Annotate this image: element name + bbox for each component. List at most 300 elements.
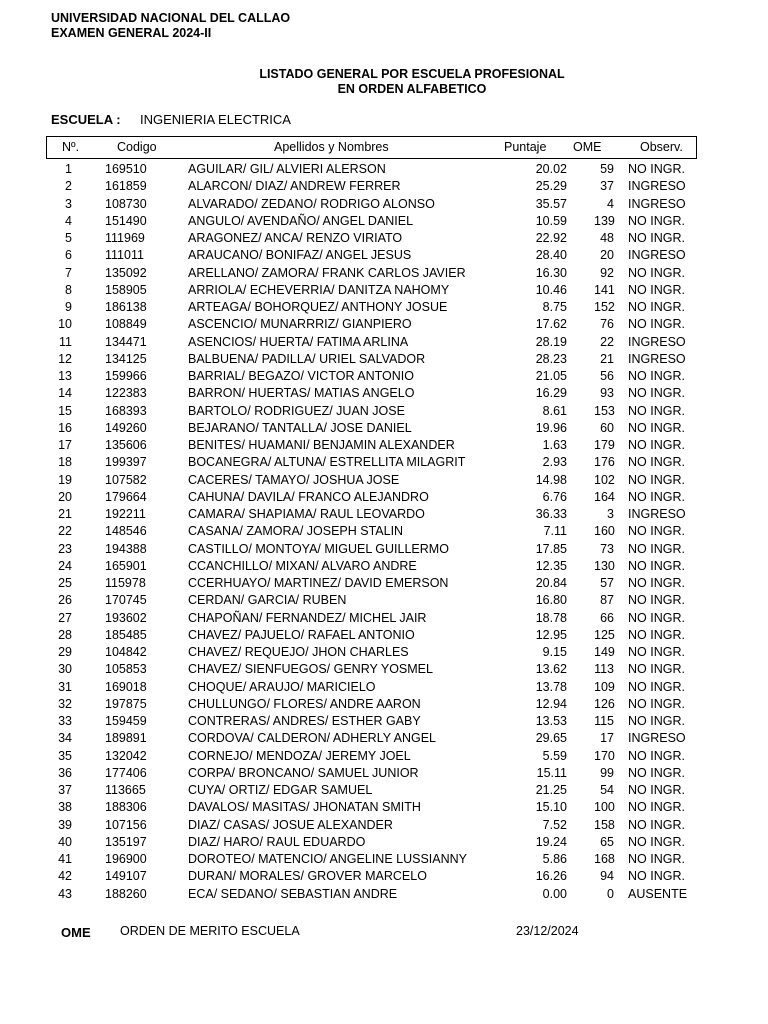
row-number: 33 [58,714,72,728]
row-puntaje: 35.57 [535,196,567,211]
row-puntaje: 28.19 [535,334,567,349]
row-number: 4 [65,213,72,228]
row-codigo: 158905 [105,282,147,297]
row-nombres: AGUILAR/ GIL/ ALVIERI ALERSON [188,162,386,176]
row-codigo: 193602 [105,610,147,625]
row-nombres: CHAVEZ/ PAJUELO/ RAFAEL ANTONIO [188,627,415,642]
row-ome: 99 [600,765,614,780]
row-nombres: CCERHUAYO/ MARTINEZ/ DAVID EMERSON [188,576,449,590]
row-observ: NO INGR. [628,834,685,849]
row-observ: NO INGR. [628,627,685,642]
row-ome: 87 [600,593,614,608]
row-observ: NO INGR. [628,817,685,832]
row-puntaje: 14.98 [535,472,567,487]
row-number: 31 [58,679,72,694]
row-codigo: 189891 [105,731,147,746]
row-codigo: 108730 [105,196,147,211]
row-number: 36 [58,765,72,780]
row-puntaje: 16.80 [535,593,567,608]
row-observ: NO INGR. [628,558,685,573]
row-number: 35 [58,748,72,763]
row-ome: 179 [594,438,615,452]
row-observ: NO INGR. [628,869,685,884]
row-ome: 94 [600,869,614,884]
col-nombres-header: Apellidos y Nombres [274,140,389,154]
footer-date: 23/12/2024 [516,924,579,938]
row-nombres: CHOQUE/ ARAUJO/ MARICIELO [188,679,376,694]
page-subtitle: EN ORDEN ALFABETICO [337,82,487,96]
row-ome: 109 [594,679,615,694]
table-row [0,730,768,747]
row-nombres: ASENCIOS/ HUERTA/ FATIMA ARLINA [188,334,409,349]
table-row [0,196,768,213]
row-ome: 139 [594,213,615,228]
row-nombres: BARRIAL/ BEGAZO/ VICTOR ANTONIO [188,369,414,383]
row-nombres: CACERES/ TAMAYO/ JOSHUA JOSE [188,472,400,487]
row-number: 39 [58,817,72,832]
row-codigo: 161859 [105,179,147,194]
row-observ: AUSENTE [628,886,688,901]
row-observ: NO INGR. [628,593,685,608]
row-puntaje: 7.52 [542,817,567,832]
row-observ: NO INGR. [628,610,685,625]
row-ome: 115 [594,714,614,728]
table-row [0,178,768,195]
row-puntaje: 15.10 [535,800,567,815]
row-ome: 125 [594,627,615,642]
row-observ: NO INGR. [628,748,685,763]
row-number: 5 [65,231,72,245]
row-number: 15 [58,403,72,418]
row-ome: 149 [594,645,615,659]
table-row [0,385,768,402]
row-puntaje: 13.53 [535,714,567,728]
row-puntaje: 6.76 [542,489,567,504]
table-row [0,575,768,592]
row-nombres: CHULLUNGO/ FLORES/ ANDRE AARON [188,696,421,711]
row-puntaje: 16.26 [535,869,567,884]
row-puntaje: 7.11 [543,524,567,539]
row-number: 12 [58,351,72,366]
row-observ: NO INGR. [628,489,685,504]
table-row [0,558,768,575]
row-observ: NO INGR. [628,524,685,539]
row-codigo: 104842 [105,645,147,659]
row-observ: NO INGR. [628,300,685,314]
row-nombres: CONTRERAS/ ANDRES/ ESTHER GABY [188,714,421,728]
row-ome: 158 [594,817,615,832]
table-row [0,351,768,368]
row-codigo: 122383 [105,386,147,401]
row-codigo: 115978 [105,576,146,590]
row-ome: 152 [594,300,615,314]
row-observ: NO INGR. [628,265,685,280]
table-row [0,817,768,834]
table-row [0,265,768,282]
row-ome: 170 [594,748,615,763]
row-nombres: BALBUENA/ PADILLA/ URIEL SALVADOR [188,351,426,366]
row-codigo: 107156 [105,817,147,832]
row-codigo: 113665 [105,783,146,797]
table-row [0,316,768,333]
row-observ: INGRESO [628,179,686,194]
col-codigo-header: Codigo [117,140,157,154]
row-puntaje: 10.59 [535,213,567,228]
table-row [0,886,768,903]
row-puntaje: 12.35 [535,558,567,573]
row-ome: 153 [594,403,615,418]
row-puntaje: 9.15 [542,645,567,659]
row-puntaje: 21.25 [535,783,567,797]
row-nombres: DOROTEO/ MATENCIO/ ANGELINE LUSSIANNY [188,852,467,866]
row-ome: 60 [600,420,614,435]
row-nombres: ARELLANO/ ZAMORA/ FRANK CARLOS JAVIER [188,265,466,280]
row-number: 20 [58,489,72,504]
row-nombres: CCANCHILLO/ MIXAN/ ALVARO ANDRE [188,558,417,573]
row-observ: NO INGR. [628,282,685,297]
row-codigo: 197875 [105,696,147,711]
row-number: 30 [58,662,72,677]
row-nombres: ALVARADO/ ZEDANO/ RODRIGO ALONSO [188,196,435,211]
row-nombres: CERDAN/ GARCIA/ RUBEN [188,593,347,608]
row-codigo: 151490 [105,213,147,228]
row-number: 43 [58,886,72,901]
row-observ: NO INGR. [628,369,685,383]
row-nombres: ANGULO/ AVENDAÑO/ ANGEL DANIEL [188,213,414,228]
row-ome: 48 [600,231,614,245]
row-observ: NO INGR. [628,213,685,228]
row-nombres: CUYA/ ORTIZ/ EDGAR SAMUEL [188,783,373,797]
table-row [0,437,768,454]
row-nombres: CORPA/ BRONCANO/ SAMUEL JUNIOR [188,765,419,780]
escuela-value: INGENIERIA ELECTRICA [140,112,291,127]
row-puntaje: 8.61 [542,403,567,418]
row-codigo: 149260 [105,420,147,435]
university-name: UNIVERSIDAD NACIONAL DEL CALLAO [51,11,291,25]
table-row [0,506,768,523]
table-row [0,472,768,489]
table-row [0,523,768,540]
table-row [0,851,768,868]
row-ome: 4 [607,196,614,211]
row-codigo: 132042 [105,748,147,763]
row-ome: 168 [594,852,615,866]
table-row [0,765,768,782]
row-observ: NO INGR. [628,645,685,659]
row-observ: INGRESO [628,351,686,366]
row-number: 16 [58,420,72,435]
row-puntaje: 20.02 [535,162,567,176]
row-codigo: 192211 [105,507,146,521]
row-number: 37 [58,783,72,797]
table-row [0,713,768,730]
row-nombres: CHAPOÑAN/ FERNANDEZ/ MICHEL JAIR [188,610,427,625]
row-codigo: 108849 [105,317,147,332]
row-puntaje: 8.75 [542,300,567,314]
page-title: LISTADO GENERAL POR ESCUELA PROFESIONAL [259,67,565,81]
row-codigo: 105853 [105,662,147,677]
row-codigo: 194388 [105,541,147,556]
row-observ: NO INGR. [628,679,685,694]
row-nombres: BARTOLO/ RODRIGUEZ/ JUAN JOSE [188,403,405,418]
row-nombres: ASCENCIO/ MUNARRRIZ/ GIANPIERO [188,317,412,332]
row-number: 34 [58,731,72,746]
row-observ: NO INGR. [628,800,685,815]
row-number: 1 [65,162,72,176]
table-row [0,161,768,178]
row-codigo: 107582 [105,472,147,487]
table-row [0,368,768,385]
row-observ: NO INGR. [628,317,685,332]
row-ome: 22 [600,334,614,349]
row-observ: INGRESO [628,507,686,521]
row-codigo: 188260 [105,886,147,901]
col-observ-header: Observ. [640,140,683,154]
row-observ: NO INGR. [628,765,685,780]
row-observ: NO INGR. [628,231,685,245]
row-number: 27 [58,610,72,625]
row-puntaje: 28.40 [535,248,567,263]
row-ome: 92 [600,265,614,280]
row-codigo: 148546 [105,524,147,539]
row-observ: NO INGR. [628,852,685,866]
row-ome: 76 [600,317,614,332]
row-codigo: 185485 [105,627,147,642]
table-row [0,403,768,420]
table-row [0,644,768,661]
row-number: 3 [65,196,72,211]
row-nombres: BENITES/ HUAMANI/ BENJAMIN ALEXANDER [188,438,455,452]
row-codigo: 159459 [105,714,147,728]
row-number: 40 [58,834,72,849]
row-ome: 56 [600,369,614,383]
row-nombres: CHAVEZ/ SIENFUEGOS/ GENRY YOSMEL [188,662,433,677]
row-ome: 130 [594,558,615,573]
row-puntaje: 19.24 [535,834,567,849]
row-puntaje: 21.05 [535,369,567,383]
row-number: 32 [58,696,72,711]
row-observ: NO INGR. [628,576,685,590]
row-puntaje: 12.95 [535,627,567,642]
row-puntaje: 18.78 [535,610,567,625]
row-number: 28 [58,627,72,642]
row-nombres: ARAUCANO/ BONIFAZ/ ANGEL JESUS [188,248,412,263]
table-row [0,696,768,713]
row-ome: 37 [600,179,614,194]
footer-ome-text: ORDEN DE MERITO ESCUELA [120,924,300,938]
row-ome: 66 [600,610,614,625]
row-ome: 0 [607,886,614,901]
row-observ: NO INGR. [628,162,685,176]
table-row [0,627,768,644]
row-codigo: 135197 [105,834,147,849]
row-ome: 54 [600,783,614,797]
table-row [0,834,768,851]
row-codigo: 135606 [105,438,147,452]
table-row [0,799,768,816]
row-ome: 21 [600,351,614,366]
row-observ: NO INGR. [628,438,685,452]
table-header [46,136,697,159]
row-number: 25 [58,576,72,590]
row-observ: INGRESO [628,731,686,746]
row-nombres: ARRIOLA/ ECHEVERRIA/ DANITZA NAHOMY [188,282,450,297]
row-codigo: 134471 [105,334,147,349]
row-puntaje: 13.78 [535,679,567,694]
row-observ: INGRESO [628,334,686,349]
col-n-header: Nº. [62,140,80,154]
row-number: 11 [59,334,72,349]
row-ome: 102 [594,472,615,487]
table-row [0,489,768,506]
table-row [0,748,768,765]
row-puntaje: 0.00 [542,886,567,901]
row-codigo: 165901 [105,558,147,573]
row-nombres: CASANA/ ZAMORA/ JOSEPH STALIN [188,524,404,539]
row-puntaje: 5.59 [542,748,567,763]
row-number: 10 [58,317,72,332]
table-row [0,679,768,696]
row-ome: 73 [600,541,614,556]
row-codigo: 186138 [105,300,147,314]
table-row [0,247,768,264]
escuela-label: ESCUELA : [51,112,121,127]
row-codigo: 196900 [105,852,147,866]
row-nombres: BEJARANO/ TANTALLA/ JOSE DANIEL [188,420,412,435]
row-observ: NO INGR. [628,783,685,797]
row-nombres: CHAVEZ/ REQUEJO/ JHON CHARLES [188,645,409,659]
col-puntaje-header: Puntaje [504,140,547,154]
row-codigo: 168393 [105,403,147,418]
row-number: 19 [58,472,72,487]
table-row [0,541,768,558]
row-nombres: CORDOVA/ CALDERON/ ADHERLY ANGEL [188,731,436,746]
table-row [0,213,768,230]
table-row [0,420,768,437]
row-puntaje: 29.65 [535,731,567,746]
table-row [0,592,768,609]
row-number: 42 [58,869,72,884]
row-nombres: ARTEAGA/ BOHORQUEZ/ ANTHONY JOSUE [188,300,448,314]
table-row [0,282,768,299]
row-puntaje: 13.62 [535,662,567,677]
row-ome: 59 [600,162,614,176]
row-nombres: ECA/ SEDANO/ SEBASTIAN ANDRE [188,886,398,901]
row-number: 7 [65,265,72,280]
table-body [0,161,768,903]
row-codigo: 179664 [105,489,147,504]
table-row [0,868,768,885]
row-puntaje: 12.94 [535,696,567,711]
row-ome: 57 [600,576,614,590]
row-nombres: CAHUNA/ DAVILA/ FRANCO ALEJANDRO [188,489,429,504]
row-observ: NO INGR. [628,696,685,711]
row-puntaje: 1.63 [542,438,567,452]
row-number: 2 [65,179,72,194]
row-number: 18 [58,455,72,470]
row-observ: NO INGR. [628,455,685,470]
row-ome: 176 [594,455,615,470]
row-observ: NO INGR. [628,662,685,677]
row-codigo: 111969 [105,231,145,245]
row-number: 21 [58,507,72,521]
row-codigo: 170745 [105,593,147,608]
row-ome: 113 [594,662,614,677]
row-puntaje: 16.29 [535,386,567,401]
row-observ: NO INGR. [628,472,685,487]
table-row [0,782,768,799]
row-observ: NO INGR. [628,420,685,435]
row-number: 23 [58,541,72,556]
row-puntaje: 16.30 [535,265,567,280]
row-puntaje: 10.46 [535,282,567,297]
row-nombres: CORNEJO/ MENDOZA/ JEREMY JOEL [188,748,411,763]
row-codigo: 149107 [105,869,147,884]
row-observ: NO INGR. [628,403,685,418]
row-puntaje: 36.33 [535,507,567,521]
row-puntaje: 17.62 [535,317,567,332]
col-ome-header: OME [573,140,602,154]
row-number: 14 [58,386,72,401]
row-codigo: 188306 [105,800,147,815]
row-number: 29 [58,645,72,659]
row-ome: 100 [594,800,615,815]
row-nombres: DIAZ/ HARO/ RAUL EDUARDO [188,834,366,849]
table-row [0,299,768,316]
row-puntaje: 28.23 [535,351,567,366]
row-number: 6 [65,248,72,263]
row-observ: NO INGR. [628,714,685,728]
row-nombres: ALARCON/ DIAZ/ ANDREW FERRER [188,179,401,194]
row-number: 17 [58,438,72,452]
row-number: 41 [58,852,72,866]
row-nombres: BOCANEGRA/ ALTUNA/ ESTRELLITA MILAGRIT [188,455,466,470]
row-codigo: 177406 [105,765,147,780]
row-ome: 65 [600,834,614,849]
row-puntaje: 19.96 [535,420,567,435]
row-nombres: DURAN/ MORALES/ GROVER MARCELO [188,869,427,884]
row-ome: 3 [607,507,614,521]
row-codigo: 159966 [105,369,147,383]
row-puntaje: 25.29 [535,179,567,194]
row-nombres: BARRON/ HUERTAS/ MATIAS ANGELO [188,386,415,401]
row-codigo: 134125 [105,351,147,366]
exam-name: EXAMEN GENERAL 2024-II [51,26,212,40]
row-puntaje: 15.11 [536,765,567,780]
row-codigo: 169018 [105,679,147,694]
row-puntaje: 22.92 [535,231,567,245]
row-puntaje: 17.85 [535,541,567,556]
footer-ome-label: OME [61,925,91,940]
row-nombres: DIAZ/ CASAS/ JOSUE ALEXANDER [188,817,393,832]
row-nombres: CASTILLO/ MONTOYA/ MIGUEL GUILLERMO [188,541,449,556]
row-nombres: ARAGONEZ/ ANCA/ RENZO VIRIATO [188,231,403,245]
table-row [0,661,768,678]
row-ome: 126 [594,696,615,711]
table-row [0,334,768,351]
row-nombres: CAMARA/ SHAPIAMA/ RAUL LEOVARDO [188,507,425,521]
row-puntaje: 5.86 [542,852,567,866]
row-ome: 164 [594,489,615,504]
row-codigo: 135092 [105,265,147,280]
row-number: 26 [58,593,72,608]
row-number: 8 [65,282,72,297]
row-ome: 20 [600,248,614,263]
row-ome: 141 [594,282,615,297]
row-observ: INGRESO [628,248,686,263]
row-codigo: 199397 [105,455,147,470]
row-ome: 17 [600,731,614,746]
